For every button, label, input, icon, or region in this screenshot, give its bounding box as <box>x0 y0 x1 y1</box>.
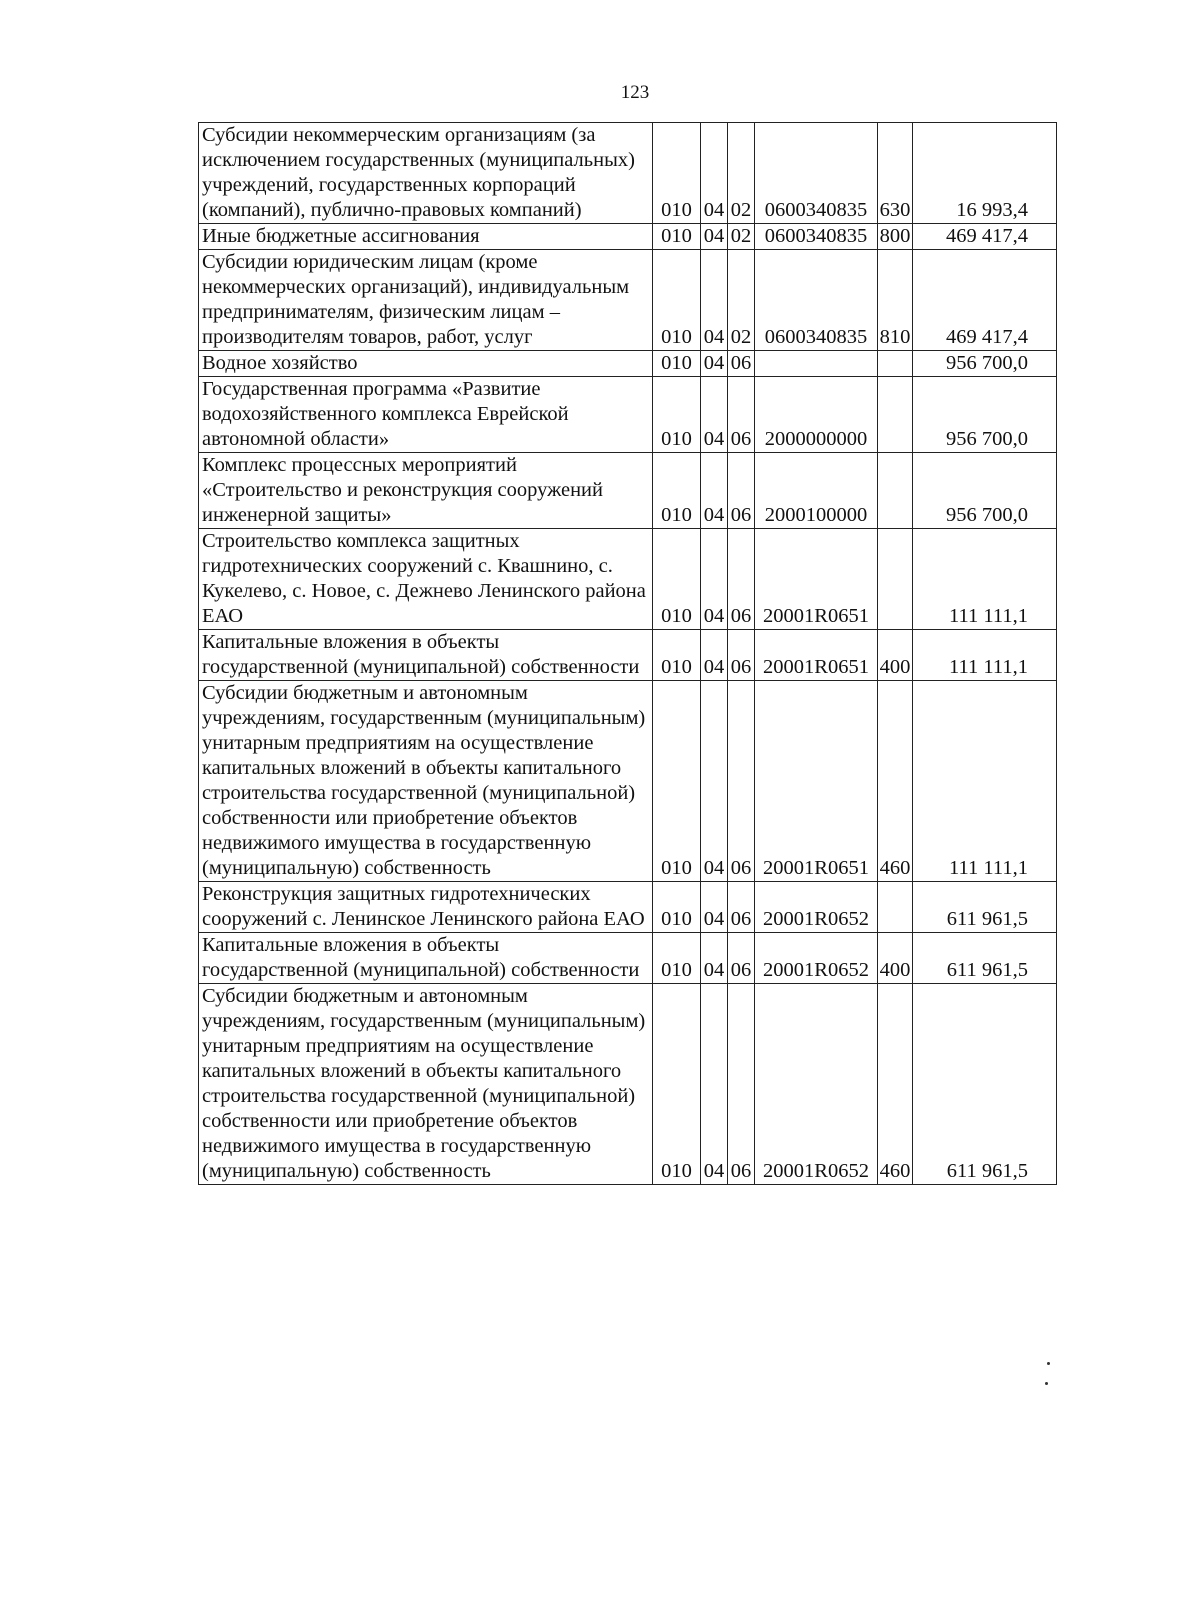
target-code-cell: 2000000000 <box>755 377 878 453</box>
table-row <box>199 630 1057 681</box>
subsection-code-cell: 02 <box>728 224 755 250</box>
target-code-cell: 20001R0651 <box>755 529 878 630</box>
ministry-code-cell: 010 <box>653 123 701 224</box>
target-code-cell: 0600340835 <box>755 224 878 250</box>
expense-type-cell <box>878 377 913 453</box>
subsection-code-cell: 06 <box>728 984 755 1185</box>
row-name-cell: Иные бюджетные ассигнования <box>199 224 653 250</box>
page-number: 123 <box>620 82 650 103</box>
row-name-cell: Строительство комплекса защитных гидротехнических сооружений с. Квашнино, с. Кукелево, с. Новое, с. Дежнево Ленинского района ЕАО <box>199 529 653 630</box>
section-code-cell: 04 <box>701 933 728 984</box>
budget-table <box>198 122 1057 1185</box>
table-row <box>199 681 1057 882</box>
table-row <box>199 529 1057 630</box>
budget-table-body <box>199 123 1057 1185</box>
subsection-code-cell: 06 <box>728 351 755 377</box>
ministry-code-cell: 010 <box>653 681 701 882</box>
amount-cell: 111 111,1 <box>913 529 1057 630</box>
amount-cell: 111 111,1 <box>913 630 1057 681</box>
subsection-code-cell: 06 <box>728 681 755 882</box>
expense-type-cell: 810 <box>878 250 913 351</box>
table-row <box>199 224 1057 250</box>
section-code-cell: 04 <box>701 529 728 630</box>
expense-type-cell <box>878 529 913 630</box>
subsection-code-cell: 06 <box>728 453 755 529</box>
ministry-code-cell: 010 <box>653 453 701 529</box>
target-code-cell <box>755 351 878 377</box>
section-code-cell: 04 <box>701 984 728 1185</box>
scan-speck <box>1045 1382 1048 1385</box>
section-code-cell: 04 <box>701 224 728 250</box>
ministry-code-cell: 010 <box>653 351 701 377</box>
expense-type-cell: 460 <box>878 681 913 882</box>
subsection-code-cell: 02 <box>728 250 755 351</box>
amount-cell: 111 111,1 <box>913 681 1057 882</box>
ministry-code-cell: 010 <box>653 882 701 933</box>
table-row <box>199 351 1057 377</box>
subsection-code-cell: 02 <box>728 123 755 224</box>
section-code-cell: 04 <box>701 630 728 681</box>
ministry-code-cell: 010 <box>653 250 701 351</box>
section-code-cell: 04 <box>701 250 728 351</box>
row-name-cell: Субсидии некоммерческим организациям (за исключением государственных (муниципальных) учреждений, государственных корпораций (компаний), публично-правовых компаний) <box>199 123 653 224</box>
section-code-cell: 04 <box>701 377 728 453</box>
target-code-cell: 0600340835 <box>755 123 878 224</box>
amount-cell: 611 961,5 <box>913 882 1057 933</box>
row-name-cell: Государственная программа «Развитие водохозяйственного комплекса Еврейской автономной области» <box>199 377 653 453</box>
table-row <box>199 933 1057 984</box>
target-code-cell: 20001R0652 <box>755 933 878 984</box>
expense-type-cell <box>878 453 913 529</box>
section-code-cell: 04 <box>701 882 728 933</box>
row-name-cell: Субсидии юридическим лицам (кроме некоммерческих организаций), индивидуальным предпринимателям, физическим лицам – производителям товаров, работ, услуг <box>199 250 653 351</box>
target-code-cell: 20001R0652 <box>755 882 878 933</box>
subsection-code-cell: 06 <box>728 529 755 630</box>
amount-cell: 956 700,0 <box>913 351 1057 377</box>
subsection-code-cell: 06 <box>728 377 755 453</box>
row-name-cell: Комплекс процессных мероприятий «Строительство и реконструкция сооружений инженерной защиты» <box>199 453 653 529</box>
ministry-code-cell: 010 <box>653 984 701 1185</box>
target-code-cell: 20001R0651 <box>755 630 878 681</box>
ministry-code-cell: 010 <box>653 377 701 453</box>
ministry-code-cell: 010 <box>653 933 701 984</box>
table-row <box>199 377 1057 453</box>
subsection-code-cell: 06 <box>728 882 755 933</box>
target-code-cell: 2000100000 <box>755 453 878 529</box>
table-row <box>199 882 1057 933</box>
section-code-cell: 04 <box>701 681 728 882</box>
subsection-code-cell: 06 <box>728 630 755 681</box>
ministry-code-cell: 010 <box>653 529 701 630</box>
table-row <box>199 453 1057 529</box>
ministry-code-cell: 010 <box>653 630 701 681</box>
amount-cell: 16 993,4 <box>913 123 1057 224</box>
expense-type-cell <box>878 882 913 933</box>
amount-cell: 611 961,5 <box>913 984 1057 1185</box>
section-code-cell: 04 <box>701 351 728 377</box>
target-code-cell: 0600340835 <box>755 250 878 351</box>
amount-cell: 956 700,0 <box>913 377 1057 453</box>
table-row <box>199 984 1057 1185</box>
ministry-code-cell: 010 <box>653 224 701 250</box>
table-row <box>199 123 1057 224</box>
table-row <box>199 250 1057 351</box>
row-name-cell: Водное хозяйство <box>199 351 653 377</box>
row-name-cell: Капитальные вложения в объекты государственной (муниципальной) собственности <box>199 933 653 984</box>
target-code-cell: 20001R0652 <box>755 984 878 1185</box>
amount-cell: 469 417,4 <box>913 250 1057 351</box>
expense-type-cell: 630 <box>878 123 913 224</box>
subsection-code-cell: 06 <box>728 933 755 984</box>
amount-cell: 611 961,5 <box>913 933 1057 984</box>
expense-type-cell: 800 <box>878 224 913 250</box>
amount-cell: 469 417,4 <box>913 224 1057 250</box>
amount-cell: 956 700,0 <box>913 453 1057 529</box>
row-name-cell: Субсидии бюджетным и автономным учреждениям, государственным (муниципальным) унитарным предприятиям на осуществление капитальных вложений в объекты капитального строительства государственной (муниципальной) собственности или приобретение объектов недвижимого имущества в государственную (муниципальную) собственность <box>199 681 653 882</box>
expense-type-cell: 460 <box>878 984 913 1185</box>
expense-type-cell: 400 <box>878 933 913 984</box>
expense-type-cell: 400 <box>878 630 913 681</box>
row-name-cell: Субсидии бюджетным и автономным учреждениям, государственным (муниципальным) унитарным предприятиям на осуществление капитальных вложений в объекты капитального строительства государственной (муниципальной) собственности или приобретение объектов недвижимого имущества в государственную (муниципальную) собственность <box>199 984 653 1185</box>
section-code-cell: 04 <box>701 123 728 224</box>
expense-type-cell <box>878 351 913 377</box>
row-name-cell: Реконструкция защитных гидротехнических сооружений с. Ленинское Ленинского района ЕАО <box>199 882 653 933</box>
scan-speck <box>1047 1362 1050 1365</box>
row-name-cell: Капитальные вложения в объекты государственной (муниципальной) собственности <box>199 630 653 681</box>
target-code-cell: 20001R0651 <box>755 681 878 882</box>
section-code-cell: 04 <box>701 453 728 529</box>
